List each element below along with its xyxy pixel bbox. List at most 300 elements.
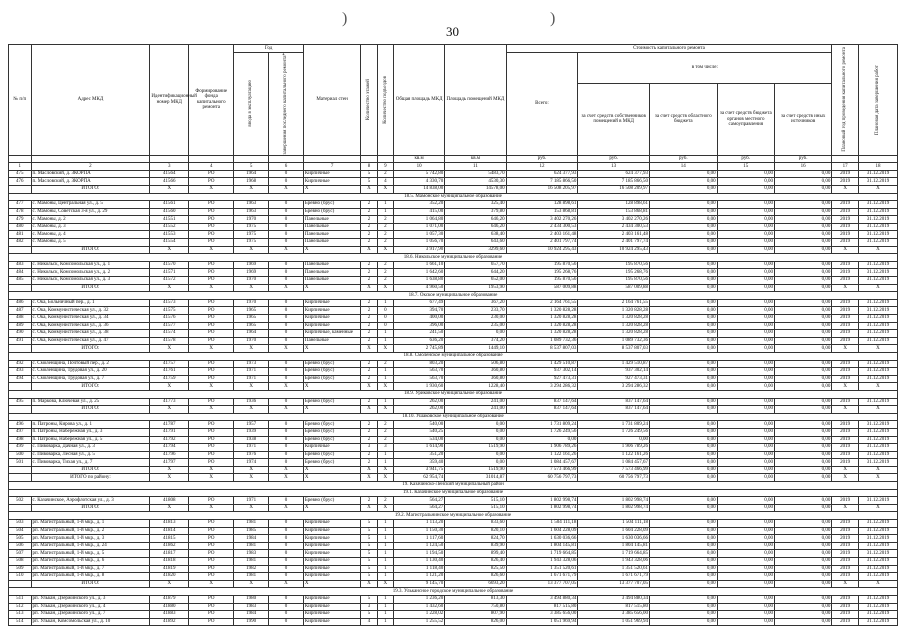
table-cell: 41819 xyxy=(150,565,189,573)
table-cell: 807,90 xyxy=(445,611,506,619)
table-cell: 7 185 866,50 xyxy=(578,178,650,186)
table-cell: 5 xyxy=(361,550,377,558)
table-cell: 0 xyxy=(269,322,304,330)
table-cell: X xyxy=(858,185,897,193)
table-cell: 564,27 xyxy=(394,504,445,512)
table-cell: 2 xyxy=(377,436,393,444)
table-cell: 62 954,74 xyxy=(394,474,445,482)
table-cell: 927 473,31 xyxy=(506,375,578,383)
column-number: 14 xyxy=(650,163,718,171)
table-row xyxy=(9,208,898,216)
table-cell: 31.12.2019 xyxy=(858,497,897,505)
table-cell: 31.12.2019 xyxy=(858,208,897,216)
table-row xyxy=(9,375,898,383)
table-cell: 0,00 xyxy=(717,208,774,216)
table-cell: РО xyxy=(189,368,234,376)
table-cell: X xyxy=(361,284,377,292)
table-cell: РО xyxy=(189,330,234,338)
table-cell: 1974 xyxy=(234,459,269,467)
table-cell: ИТОГО: xyxy=(31,185,150,193)
table-cell: 5 xyxy=(361,611,377,619)
table-cell: п. Патроны, Набережная ул., д. 3 xyxy=(31,428,150,436)
table-cell: рп. Магистральный, 1-й мкр., д. 5 xyxy=(31,550,150,558)
table-row xyxy=(9,360,898,368)
unit-area: кв.м xyxy=(394,155,445,163)
table-cell: 1 671 671,79 xyxy=(578,573,650,581)
table-cell: 1982 xyxy=(234,565,269,573)
table-cell: 31.12.2019 xyxy=(858,170,897,178)
table-cell: 0,00 xyxy=(650,170,718,178)
table-cell: Кирпичные xyxy=(303,520,360,528)
table-cell: X xyxy=(303,345,360,353)
table-cell: 1965 xyxy=(234,315,269,323)
table-cell: X xyxy=(377,383,393,391)
table-cell: 2019 xyxy=(832,360,859,368)
table-cell: Кирпичные xyxy=(303,558,360,566)
table-cell: 0,00 xyxy=(445,421,506,429)
table-cell: 41761 xyxy=(150,368,189,376)
section-row xyxy=(9,193,898,201)
table-cell: 0,00 xyxy=(650,595,718,603)
table-cell: 31.12.2019 xyxy=(858,436,897,444)
section-row xyxy=(9,292,898,300)
table-cell: 1975 xyxy=(234,231,269,239)
table-cell: 379,80 xyxy=(445,208,506,216)
table-cell: 1 xyxy=(377,330,393,338)
table-cell: X xyxy=(150,383,189,391)
table-cell: 7 573 466,99 xyxy=(578,466,650,474)
table-cell: 0,00 xyxy=(717,239,774,247)
table-cell: 0,00 xyxy=(717,223,774,231)
table-cell: 5 xyxy=(361,178,377,186)
table-cell: 1970 xyxy=(234,216,269,224)
table-cell: 3 xyxy=(361,444,377,452)
table-cell: 1 xyxy=(377,368,393,376)
table-cell: 1 504 111,18 xyxy=(506,520,578,528)
table-cell: 41551 xyxy=(150,216,189,224)
table-row xyxy=(9,611,898,619)
table-cell: 0,00 xyxy=(774,618,831,626)
table-cell: 1 xyxy=(377,603,393,611)
table-cell: п. Масловский, д. ЗКОРПА xyxy=(31,170,150,178)
table-cell: 0 xyxy=(269,216,304,224)
table-cell: 1970 xyxy=(234,337,269,345)
table-cell: 1 906 789,26 xyxy=(506,444,578,452)
table-cell: Панельные xyxy=(303,216,360,224)
table-cell: 0,00 xyxy=(717,261,774,269)
table-cell: 0,00 xyxy=(717,451,774,459)
table-cell: X xyxy=(234,406,269,414)
table-cell: с. Никольск, Комсомольская ул., д. 3 xyxy=(31,277,150,285)
unit-area: кв.м xyxy=(445,155,506,163)
table-cell: с. Ока, Больничный пер., д. 1 xyxy=(31,299,150,307)
table-cell: 2019 xyxy=(832,330,859,338)
table-cell: 16 508 209,97 xyxy=(578,185,650,193)
table-cell: 2019 xyxy=(832,277,859,285)
table-cell: X xyxy=(234,474,269,482)
table-cell: 0 xyxy=(377,307,393,315)
table-cell: 0,00 xyxy=(717,428,774,436)
table-cell: 0 xyxy=(269,573,304,581)
table-cell: 503 xyxy=(9,520,32,528)
table-cell: 0,00 xyxy=(445,451,506,459)
table-cell: 826,40 xyxy=(445,558,506,566)
table-cell: 1 930,60 xyxy=(394,383,445,391)
header-cost-total: Всего: xyxy=(506,53,578,156)
table-cell: 0,00 xyxy=(717,444,774,452)
table-cell: 2019 xyxy=(832,611,859,619)
section-title: 19.3. Улькансное городское муниципальное образование xyxy=(9,588,898,596)
table-cell: 41787 xyxy=(150,421,189,429)
table-cell: X xyxy=(303,474,360,482)
table-cell: 2 xyxy=(361,277,377,285)
table-cell: 505 xyxy=(9,535,32,543)
table-row xyxy=(9,330,898,338)
table-cell: 492 xyxy=(9,360,32,368)
table-cell: 540,00 xyxy=(394,421,445,429)
table-cell: Бревно (брус) xyxy=(303,360,360,368)
table-cell: 1 113,20 xyxy=(394,520,445,528)
table-cell: 1957 xyxy=(234,421,269,429)
table-cell: 2 164 761,55 xyxy=(506,299,578,307)
table-cell: Бревно (брус) xyxy=(303,208,360,216)
table-cell: ИТОГО: xyxy=(31,246,150,254)
table-cell: Панельные xyxy=(303,337,360,345)
table-cell: 0 xyxy=(269,261,304,269)
table-cell: 0 xyxy=(269,201,304,209)
table-cell: 1 xyxy=(377,451,393,459)
table-cell: 2 403 161,48 xyxy=(578,231,650,239)
table-cell: 1 130,40 xyxy=(394,558,445,566)
table-cell: X xyxy=(269,185,304,193)
table-cell: РО xyxy=(189,527,234,535)
table-row xyxy=(9,421,898,429)
table-cell: 3 917,90 xyxy=(394,246,445,254)
header-area-total: Общая площадь МКД xyxy=(394,45,445,156)
table-cell: 0,00 xyxy=(717,368,774,376)
table-cell: 3 294 286,32 xyxy=(506,383,578,391)
table-cell: 0,00 xyxy=(774,216,831,224)
table-cell: 41576 xyxy=(150,315,189,323)
table-cell: 400,00 xyxy=(394,315,445,323)
table-cell: 0 xyxy=(269,565,304,573)
table-cell: 0,00 xyxy=(650,618,718,626)
table-cell: РО xyxy=(189,277,234,285)
header-cost-group: Стоимость капитального ремонта xyxy=(506,45,832,53)
table-cell: 0 xyxy=(269,535,304,543)
table-cell: 0 xyxy=(269,337,304,345)
table-cell: 0 xyxy=(269,208,304,216)
table-cell: X xyxy=(858,345,897,353)
table-cell: 0 xyxy=(269,299,304,307)
table-cell: ИТОГО по району: xyxy=(31,474,150,482)
table-cell: 2019 xyxy=(832,565,859,573)
table-cell: 195 870,56 xyxy=(506,277,578,285)
table-cell: 0,00 xyxy=(650,542,718,550)
table-cell: 2019 xyxy=(832,459,859,467)
table-cell: 0,00 xyxy=(650,330,718,338)
column-number: 18 xyxy=(858,163,897,171)
table-cell: 1 122 161,26 xyxy=(506,451,578,459)
table-cell: 0,00 xyxy=(717,595,774,603)
table-cell: Кирпичные xyxy=(303,170,360,178)
table-cell: ИТОГО: xyxy=(31,466,150,474)
table-cell: 3 402 270,26 xyxy=(578,216,650,224)
table-cell: 1 071,00 xyxy=(394,223,445,231)
table-cell: 2 xyxy=(361,269,377,277)
table-row xyxy=(9,595,898,603)
table-cell: 3 385 656,00 xyxy=(506,611,578,619)
table-cell: 0,00 xyxy=(506,436,578,444)
table-row xyxy=(9,428,898,436)
table-cell: 0,00 xyxy=(650,239,718,247)
table-cell: 0,00 xyxy=(650,322,718,330)
table-cell: 817 515,80 xyxy=(506,603,578,611)
table-cell: 1971 xyxy=(234,368,269,376)
table-cell: 16 508 205,97 xyxy=(506,185,578,193)
table-cell: X xyxy=(269,580,304,588)
table-cell: 1 236,20 xyxy=(394,595,445,603)
table-cell: 1228,40 xyxy=(445,383,506,391)
table-cell: 1 xyxy=(377,337,393,345)
table-cell: 3 294 286,32 xyxy=(578,383,650,391)
table-cell: 0 xyxy=(269,421,304,429)
table-cell: 241,00 xyxy=(445,406,506,414)
table-cell: 1 118,40 xyxy=(394,565,445,573)
table-row xyxy=(9,277,898,285)
table-cell: 14 838,00 xyxy=(394,185,445,193)
table-cell: 2019 xyxy=(832,223,859,231)
table-cell: 1519,90 xyxy=(445,444,506,452)
table-cell: 1 429 510,87 xyxy=(578,360,650,368)
table-cell: 1 804 145,81 xyxy=(578,542,650,550)
table-cell: 41818 xyxy=(150,558,189,566)
table-cell: 41880 xyxy=(150,603,189,611)
table-cell: 2 434 300,53 xyxy=(506,223,578,231)
table-cell: 1 320 828,28 xyxy=(506,330,578,338)
table-cell: 0 xyxy=(269,375,304,383)
table-cell: РО xyxy=(189,201,234,209)
table-cell: 2019 xyxy=(832,368,859,376)
table-cell: 1983 xyxy=(234,603,269,611)
table-cell: 0,00 xyxy=(650,375,718,383)
table-cell: X xyxy=(234,504,269,512)
table-cell: 1 432,60 xyxy=(394,603,445,611)
table-cell: 1 320 828,28 xyxy=(506,307,578,315)
table-cell: Бревно (брус) xyxy=(303,421,360,429)
table-cell: 1 xyxy=(377,535,393,543)
table-cell: 1 xyxy=(377,595,393,603)
table-cell: РО xyxy=(189,565,234,573)
table-cell: 0,00 xyxy=(774,527,831,535)
table-cell: 31.12.2019 xyxy=(858,542,897,550)
table-cell: 0,00 xyxy=(650,558,718,566)
table-cell: 0,00 xyxy=(650,504,718,512)
table-row xyxy=(9,223,898,231)
table-cell: 4 xyxy=(377,178,393,186)
column-number: 4 xyxy=(189,163,234,171)
table-cell: 1 802 998,74 xyxy=(578,497,650,505)
table-cell: 0,00 xyxy=(774,269,831,277)
table-cell: 13 377 707,05 xyxy=(506,580,578,588)
table-cell: Кирпичные xyxy=(303,178,360,186)
table-cell: 2019 xyxy=(832,170,859,178)
table-cell: 564,27 xyxy=(394,497,445,505)
table-cell: 1 255,52 xyxy=(394,618,445,626)
table-cell: 0,00 xyxy=(650,307,718,315)
table-cell: 325,40 xyxy=(445,201,506,209)
table-cell: 1 xyxy=(377,201,393,209)
table-cell: 1981 xyxy=(234,573,269,581)
table-cell xyxy=(9,345,32,353)
table-cell: 0,00 xyxy=(650,573,718,581)
table-cell: X xyxy=(189,580,234,588)
table-cell: 508 xyxy=(9,558,32,566)
table-cell: 7 185 866,50 xyxy=(506,178,578,186)
table-cell: 2 xyxy=(361,451,377,459)
table-cell: X xyxy=(832,246,859,254)
table-cell: 0 xyxy=(269,451,304,459)
table-cell: Кирпичные xyxy=(303,307,360,315)
table-cell: 31.12.2019 xyxy=(858,451,897,459)
table-cell: 3299,60 xyxy=(445,246,506,254)
table-row xyxy=(9,315,898,323)
table-cell: 0,00 xyxy=(717,299,774,307)
table-cell: 1984 xyxy=(234,535,269,543)
table-header xyxy=(9,45,898,171)
table-cell: X xyxy=(150,580,189,588)
table-cell: 1 802 998,74 xyxy=(506,504,578,512)
table-cell: РО xyxy=(189,375,234,383)
table-cell: 0,00 xyxy=(650,231,718,239)
table-cell: 813,30 xyxy=(445,595,506,603)
table-cell: 0 xyxy=(269,436,304,444)
total-row xyxy=(9,345,898,353)
table-cell: 31.12.2019 xyxy=(858,459,897,467)
table-cell: 0 xyxy=(269,269,304,277)
column-number: 8 xyxy=(361,163,377,171)
table-cell: 41574 xyxy=(150,330,189,338)
table-cell xyxy=(9,284,32,292)
table-cell: 31.12.2019 xyxy=(858,360,897,368)
table-cell: 2 xyxy=(361,208,377,216)
table-cell: Кирпичные xyxy=(303,322,360,330)
table-cell: 0,00 xyxy=(717,527,774,535)
table-cell: 4 960,50 xyxy=(394,284,445,292)
table-cell: Кирпичные xyxy=(303,573,360,581)
table-cell: 486 xyxy=(9,299,32,307)
table-cell: 0,00 xyxy=(717,307,774,315)
table-cell: 491 xyxy=(9,337,32,345)
table-cell: 195 870,56 xyxy=(578,277,650,285)
table-cell: 1 xyxy=(377,558,393,566)
table-cell: 2019 xyxy=(832,375,859,383)
table-cell: 509 xyxy=(9,565,32,573)
table-cell: 31.12.2019 xyxy=(858,337,897,345)
table-cell: 5 xyxy=(361,170,377,178)
table-cell: 0,00 xyxy=(717,474,774,482)
table-cell: X xyxy=(234,185,269,193)
table-cell: X xyxy=(832,466,859,474)
table-cell: X xyxy=(150,185,189,193)
table-cell: 1968 xyxy=(234,178,269,186)
table-cell: 1981 xyxy=(234,558,269,566)
table-cell: 0,00 xyxy=(650,398,718,406)
table-cell: 507 xyxy=(9,550,32,558)
table-cell: 0,00 xyxy=(650,421,718,429)
table-cell: п. Масловский, д. ЗКОРПА xyxy=(31,178,150,186)
table-cell: 1 xyxy=(377,398,393,406)
table-cell: 0,00 xyxy=(717,558,774,566)
table-cell: 496 xyxy=(9,421,32,429)
table-cell: РО xyxy=(189,322,234,330)
table-cell: 927 473,31 xyxy=(578,375,650,383)
table-cell: 0,00 xyxy=(774,277,831,285)
table-row xyxy=(9,558,898,566)
header-cost-other: за счет средств иных источников xyxy=(774,84,831,156)
table-cell: 10 924 295,43 xyxy=(506,246,578,254)
header-address: Адрес МКД xyxy=(31,45,150,156)
table-cell: РО xyxy=(189,231,234,239)
table-cell: 1990 xyxy=(234,618,269,626)
table-row xyxy=(9,436,898,444)
table-cell: X xyxy=(234,580,269,588)
table-cell: 0,00 xyxy=(650,337,718,345)
table-cell: 1 726 249,56 xyxy=(506,428,578,436)
table-cell: 359,40 xyxy=(394,459,445,467)
column-number: 5 xyxy=(234,163,269,171)
table-cell: 0 xyxy=(269,520,304,528)
section-title: 18.7. Окское муниципальное образование xyxy=(9,292,898,300)
table-cell: 60 756 797,73 xyxy=(506,474,578,482)
table-cell: 677,49 xyxy=(394,299,445,307)
table-cell: 0,00 xyxy=(774,497,831,505)
table-cell: 0,00 xyxy=(650,315,718,323)
table-cell: 2 xyxy=(377,360,393,368)
table-cell: 506 xyxy=(9,542,32,550)
table-cell: 2 xyxy=(361,201,377,209)
table-cell: 2019 xyxy=(832,436,859,444)
table-cell: 0,00 xyxy=(774,337,831,345)
table-cell: 636,20 xyxy=(394,337,445,345)
table-cell: 3 xyxy=(361,603,377,611)
table-cell: 817 515,80 xyxy=(578,603,650,611)
table-cell: X xyxy=(858,474,897,482)
table-cell: 41862 xyxy=(150,542,189,550)
table-cell: 360,80 xyxy=(445,368,506,376)
table-cell: 2 xyxy=(361,322,377,330)
table-cell: РО xyxy=(189,451,234,459)
table-cell: ИТОГО: xyxy=(31,504,150,512)
total-row xyxy=(9,504,898,512)
table-cell: рп. Магистральный, 1-й мкр., д. 24 xyxy=(31,542,150,550)
table-cell: 2019 xyxy=(832,603,859,611)
table-cell: РО xyxy=(189,170,234,178)
table-cell: 1976 xyxy=(234,451,269,459)
table-cell: Кирпичные, каменные xyxy=(303,330,360,338)
table-cell: РО xyxy=(189,421,234,429)
header-id: Идентификационный номер МКД xyxy=(150,45,189,156)
table-cell: X xyxy=(361,580,377,588)
table-cell: РО xyxy=(189,208,234,216)
table-cell: 31.12.2019 xyxy=(858,368,897,376)
table-cell: 0,00 xyxy=(774,368,831,376)
table-cell: 1981 xyxy=(234,542,269,550)
table-cell: 0,00 xyxy=(774,444,831,452)
table-cell: 0,00 xyxy=(717,520,774,528)
table-cell: 0,00 xyxy=(650,520,718,528)
table-cell: 824,70 xyxy=(445,535,506,543)
